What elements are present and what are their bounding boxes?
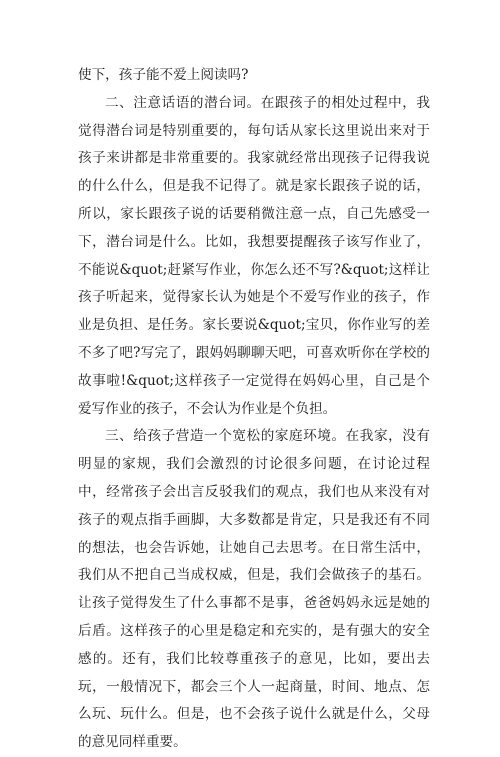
- paragraph-section-three: 三、给孩子营造一个宽松的家庭环境。在我家，没有明显的家规，我们会激烈的讨论很多问题，在讨论过程中，经常孩子会出言反驳我们的观点，我们也从来没有对孩子的观点指手画脚，大多数都是肯定，只是我还有不同的想法，也会告诉她，让她自己去思考。在日常生活中，我们从不把自己当成权威，但是，我们会做孩子的基石。让孩子觉得发生了什么事都不是事，爸爸妈妈永远是她的后盾。这样孩子的心里是稳定和充实的，是有强大的安全感的。还有，我们比较尊重孩子的意见，比如，要出去玩，一般情况下，都会三个人一起商量，时间、地点、怎么玩、玩什么。但是，也不会孩子说什么就是什么，父母的意见同样重要。: [78, 428, 430, 751]
- paragraph-continuation: 使下，孩子能不爱上阅读吗?: [78, 67, 249, 83]
- paragraph-section-two: 二、注意话语的潜台词。在跟孩子的相处过程中，我觉得潜台词是特别重要的，每句话从家长这里说出来对于孩子来讲都是非常重要的。我家就经常出现孩子记得我说的什么什么，但是我不记得了。就是家长跟孩子说的话，所以，家长跟孩子说的话要稍微注意一点，自己先感受一下，潜台词是什么。比如，我想要提醒孩子该写作业了，不能说&quot;赶紧写作业，你怎么还不写?&quot;这样让孩子听起来，觉得家长认为她是个不爱写作业的孩子，作业是负担、是任务。家长要说&quot;宝贝，你作业写的差不多了吧?写完了，跟妈妈聊聊天吧，可喜欢听你在学校的故事啦!&quot;这样孩子一定觉得在妈妈心里，自己是个爱写作业的孩子，不会认为作业是个负担。: [78, 94, 430, 417]
- document-body: [78, 62, 430, 757]
